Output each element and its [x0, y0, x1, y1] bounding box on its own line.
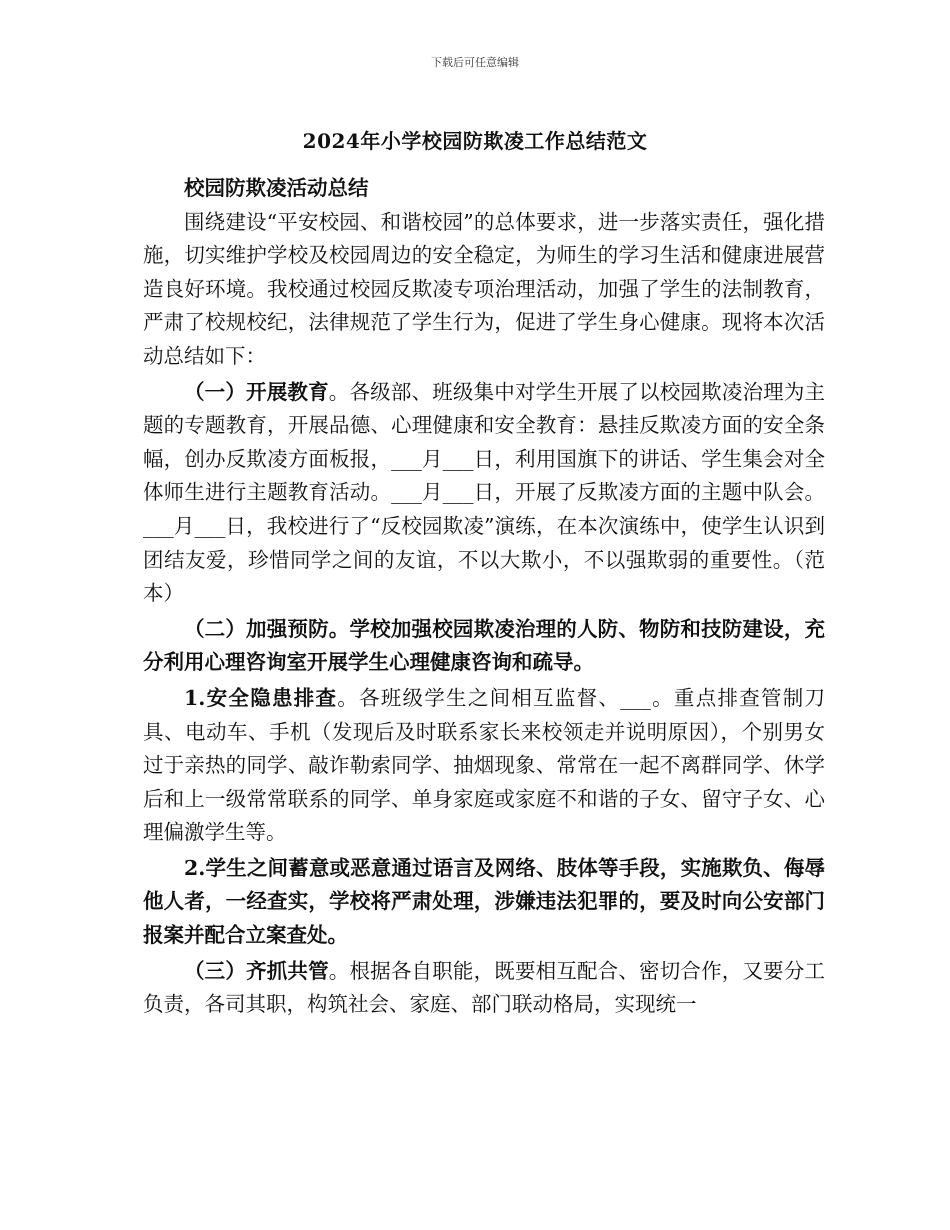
paragraph-safety-check-lead: 1.安全隐患排查	[184, 685, 338, 710]
paragraph-joint-management-lead: （三）齐抓共管	[184, 958, 329, 983]
paragraph-safety-check	[143, 682, 825, 850]
document-title: 2024年小学校园防欺凌工作总结范文	[302, 129, 648, 153]
document-body	[143, 172, 825, 1022]
section-title: 校园防欺凌活动总结	[184, 176, 369, 200]
paragraph-education-lead: （一）开展教育	[184, 379, 329, 404]
intro-paragraph: 围绕建设“平安校园、和谐校园”的总体要求，进一步落实责任，强化措施，切实维护学校及校园周边的安全稳定，为师生的学习生活和健康进展营造良好环境。我校通过校园反欺凌专项治理活动，加强了学生的法制教育，严肃了校规校纪，法律规范了学生行为，促进了学生身心健康。现将本次活动总结如下：	[143, 209, 825, 368]
page-header-note: 下载后可任意编辑	[431, 56, 519, 69]
paragraph-punishment: 2.学生之间蓄意或恶意通过语言及网络、肢体等手段，实施欺负、侮辱他人者，一经查实，学校将严肃处理，涉嫌违法犯罪的，要及时向公安部门报案并配合立案查处。	[143, 855, 825, 948]
paragraph-prevention: （二）加强预防。学校加强校园欺凌治理的人防、物防和技防建设，充分利用心理咨询室开展学生心理健康咨询和疏导。	[143, 616, 825, 675]
paragraph-education-text: 。各级部、班级集中对学生开展了以校园欺凌治理为主题的专题教育，开展品德、心理健康和安全教育：悬挂反欺凌方面的安全条幅，创办反欺凌方面板报，___月___日，利用国旗下的讲话、学生集会对全体师生进行主题教育活动。___月___日，开展了反欺凌方面的主题中队会。___月___日，我校进行了“反校园欺凌”演练，在本次演练中，使学生认识到团结友爱，珍惜同学之间的友谊，不以大欺小，不以强欺弱的重要性。（范本）	[143, 379, 826, 606]
paragraph-joint-management-text: 。根据各自职能，既要相互配合、密切合作，又要分工负责，各司其职，构筑社会、家庭、部门联动格局，实现统一	[143, 958, 826, 1017]
paragraph-safety-check-text: 。各班级学生之间相互监督、___。重点排查管制刀具、电动车、手机（发现后及时联系家长来校领走并说明原因），个别男女过于亲热的同学、敲诈勒索同学、抽烟现象、常常在一起不离群同学、休学后和上一级常常联系的同学、单身家庭或家庭不和谐的子女、留守子女、心理偏激学生等。	[143, 685, 826, 845]
paragraph-joint-management	[143, 955, 825, 1022]
paragraph-education	[143, 376, 825, 611]
